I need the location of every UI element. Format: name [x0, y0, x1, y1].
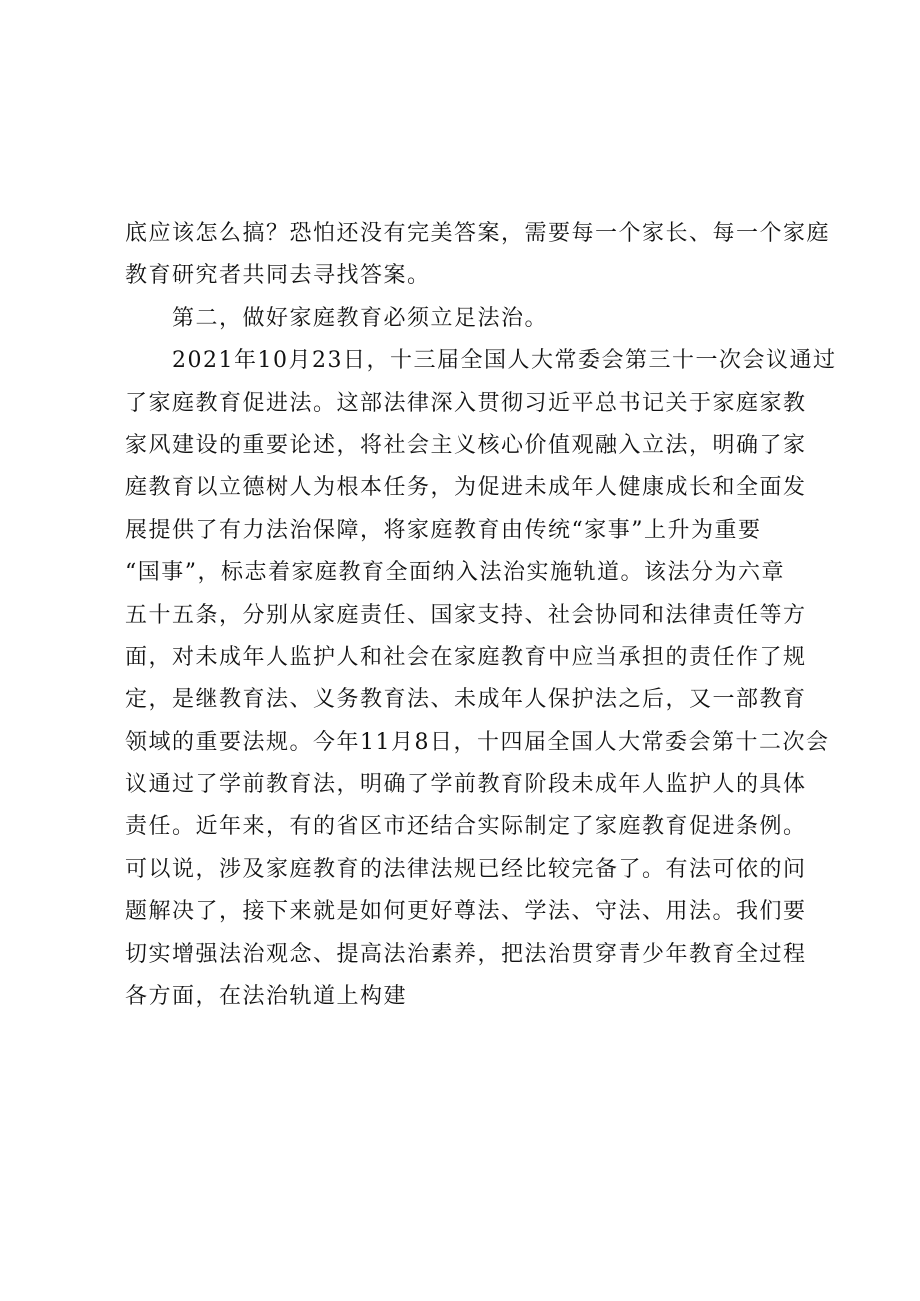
text-line: 底应该怎么搞？恐怕还没有完美答案，需要每一个家长、每一个家庭 [125, 221, 831, 246]
text-line: 第二，做好家庭教育必须立足法治。 [125, 305, 549, 331]
text-line: 庭教育以立德树人为根本任务，为促进未成年人健康成长和全面发 [125, 475, 807, 501]
text-line: 切实增强法治观念、提高法治素养，把法治贯穿青少年教育全过程 [125, 941, 807, 967]
text-line: 2021年10月23日，十三届全国人大常委会第三十一次会议通过 [125, 348, 837, 374]
text-line: 责任。近年来，有的省区市还结合实际制定了家庭教育促进条例。 [125, 814, 807, 840]
text-line: 各方面，在法治轨道上构建 [125, 984, 408, 1010]
text-line: “国事”，标志着家庭教育全面纳入法治实施轨道。该法分为六章 [125, 560, 785, 586]
text-line: 领域的重要法规。今年11月8日，十四届全国人大常委会第十二次会 [125, 729, 830, 755]
text-line: 可以说，涉及家庭教育的法律法规已经比较完备了。有法可依的问 [125, 856, 807, 882]
text-line: 题解决了，接下来就是如何更好尊法、学法、守法、用法。我们要 [125, 899, 807, 925]
text-line: 教育研究者共同去寻找答案。 [125, 263, 431, 289]
text-line: 家风建设的重要论述，将社会主义核心价值观融入立法，明确了家 [125, 432, 807, 458]
text-line: 议通过了学前教育法，明确了学前教育阶段未成年人监护人的具体 [125, 772, 807, 798]
text-line: 了家庭教育促进法。这部法律深入贯彻习近平总书记关于家庭家教 [125, 390, 807, 416]
text-line: 展提供了有力法治保障，将家庭教育由传统“家事”上升为重要 [125, 517, 762, 543]
text-line: 五十五条，分别从家庭责任、国家支持、社会协同和法律责任等方 [125, 602, 807, 628]
text-line: 面，对未成年人监护人和社会在家庭教育中应当承担的责任作了规 [125, 644, 807, 670]
text-line: 定，是继教育法、义务教育法、未成年人保护法之后，又一部教育 [125, 687, 807, 713]
body-text [125, 213, 837, 1018]
